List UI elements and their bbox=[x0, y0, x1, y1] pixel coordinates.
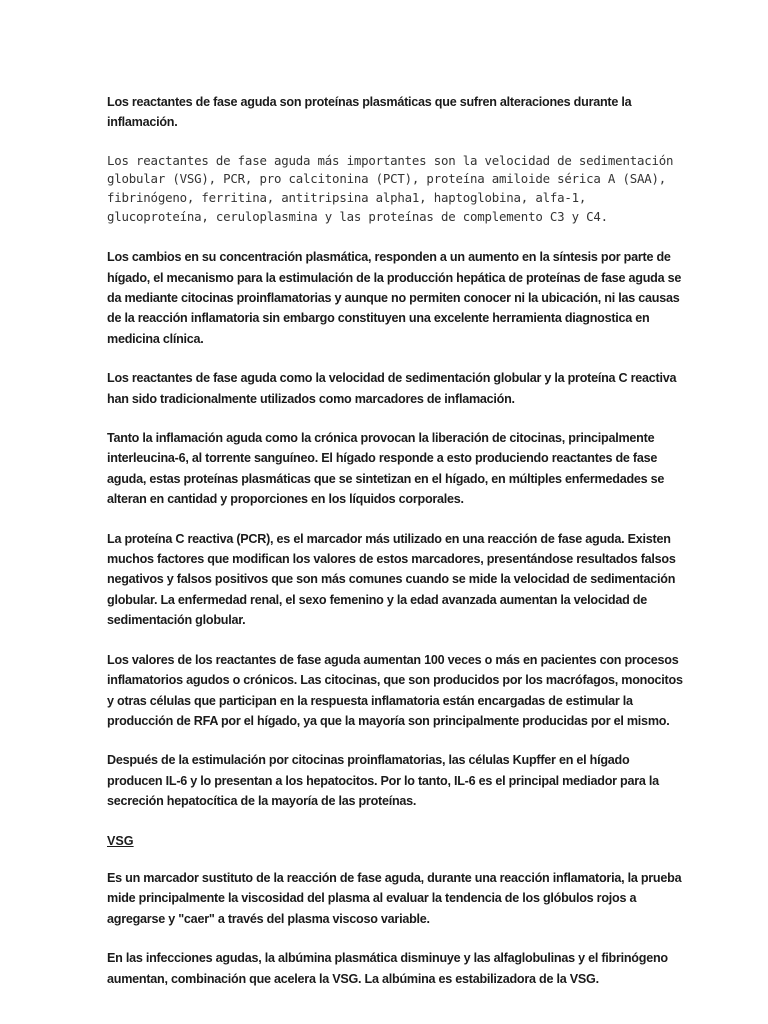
paragraph-vsg-albumin: En las infecciones agudas, la albúmina plasmática disminuye y las alfaglobulinas y el fibrinógeno aumentan, combinación que acelera la VSG. La albúmina es estabilizadora de la VSG. bbox=[107, 951, 668, 986]
section-heading-vsg: VSG bbox=[107, 833, 134, 848]
paragraph-reactant-list: Los reactantes de fase aguda más importantes son la velocidad de sedimentación globular (VSG), PCR, pro calcitonina (PCT), proteína amiloide sérica A (SAA), fibrinógeno, ferritina, antitripsina alpha1, haptoglobina, alfa-1, glucoproteína, ceruloplasmina y las proteínas de complemento C3 y C4. bbox=[107, 152, 674, 224]
document-body bbox=[107, 92, 687, 1008]
paragraph-cytokine-release: Tanto la inflamación aguda como la crónica provocan la liberación de citocinas, principalmente interleucina-6, al torrente sanguíneo. El hígado responde a esto produciendo reactantes de fase aguda, estas proteínas plasmáticas que se sintetizan en el hígado, en múltiples enfermedades se alteran en cantidad y proporciones en los líquidos corporales. bbox=[107, 431, 665, 507]
paragraph-inflammation-markers: Los reactantes de fase aguda como la velocidad de sedimentación globular y la proteína C reactiva han sido tradicionalmente utilizados como marcadores de inflamación. bbox=[107, 371, 677, 406]
paragraph-concentration-changes: Los cambios en su concentración plasmática, responden a un aumento en la síntesis por parte de hígado, el mecanismo para la estimulación de la producción hepática de proteínas de fase aguda se da mediante citocinas proinflamatorias y aunque no permiten conocer ni la ubicación, ni las causas de la reacción inflamatoria sin embargo constituyen una excelente herramienta diagnostica en medicina clínica. bbox=[107, 250, 682, 346]
paragraph-vsg-definition: Es un marcador sustituto de la reacción de fase aguda, durante una reacción inflamatoria, la prueba mide principalmente la viscosidad del plasma al evaluar la tendencia de los glóbulos rojos a agregarse y "caer" a través del plasma viscoso variable. bbox=[107, 870, 682, 926]
paragraph-intro: Los reactantes de fase aguda son proteínas plasmáticas que sufren alteraciones durante la inflamación. bbox=[107, 95, 632, 130]
paragraph-kupffer-cells: Después de la estimulación por citocinas proinflamatorias, las células Kupffer en el hígado producen IL-6 y lo presentan a los hepatocitos. Por lo tanto, IL-6 es el principal mediador para la secreción hepatocítica de la mayoría de las proteínas. bbox=[107, 753, 659, 809]
paragraph-reactant-values: Los valores de los reactantes de fase aguda aumentan 100 veces o más en pacientes con procesos inflamatorios agudos o crónicos. Las citocinas, que son producidos por los macrófagos, monocitos y otras células que participan en la respuesta inflamatoria están encargadas de estimular la producción de RFA por el hígado, ya que la mayoría son principalmente producidas por el mismo. bbox=[107, 652, 683, 728]
paragraph-pcr-marker: La proteína C reactiva (PCR), es el marcador más utilizado en una reacción de fase aguda. Existen muchos factores que modifican los valores de estos marcadores, presentándose resultados falsos negativos y falsos positivos que son más comunes cuando se mide la velocidad de sedimentación globular. La enfermedad renal, el sexo femenino y la edad avanzada aumentan la velocidad de sedimentación globular. bbox=[107, 531, 676, 628]
